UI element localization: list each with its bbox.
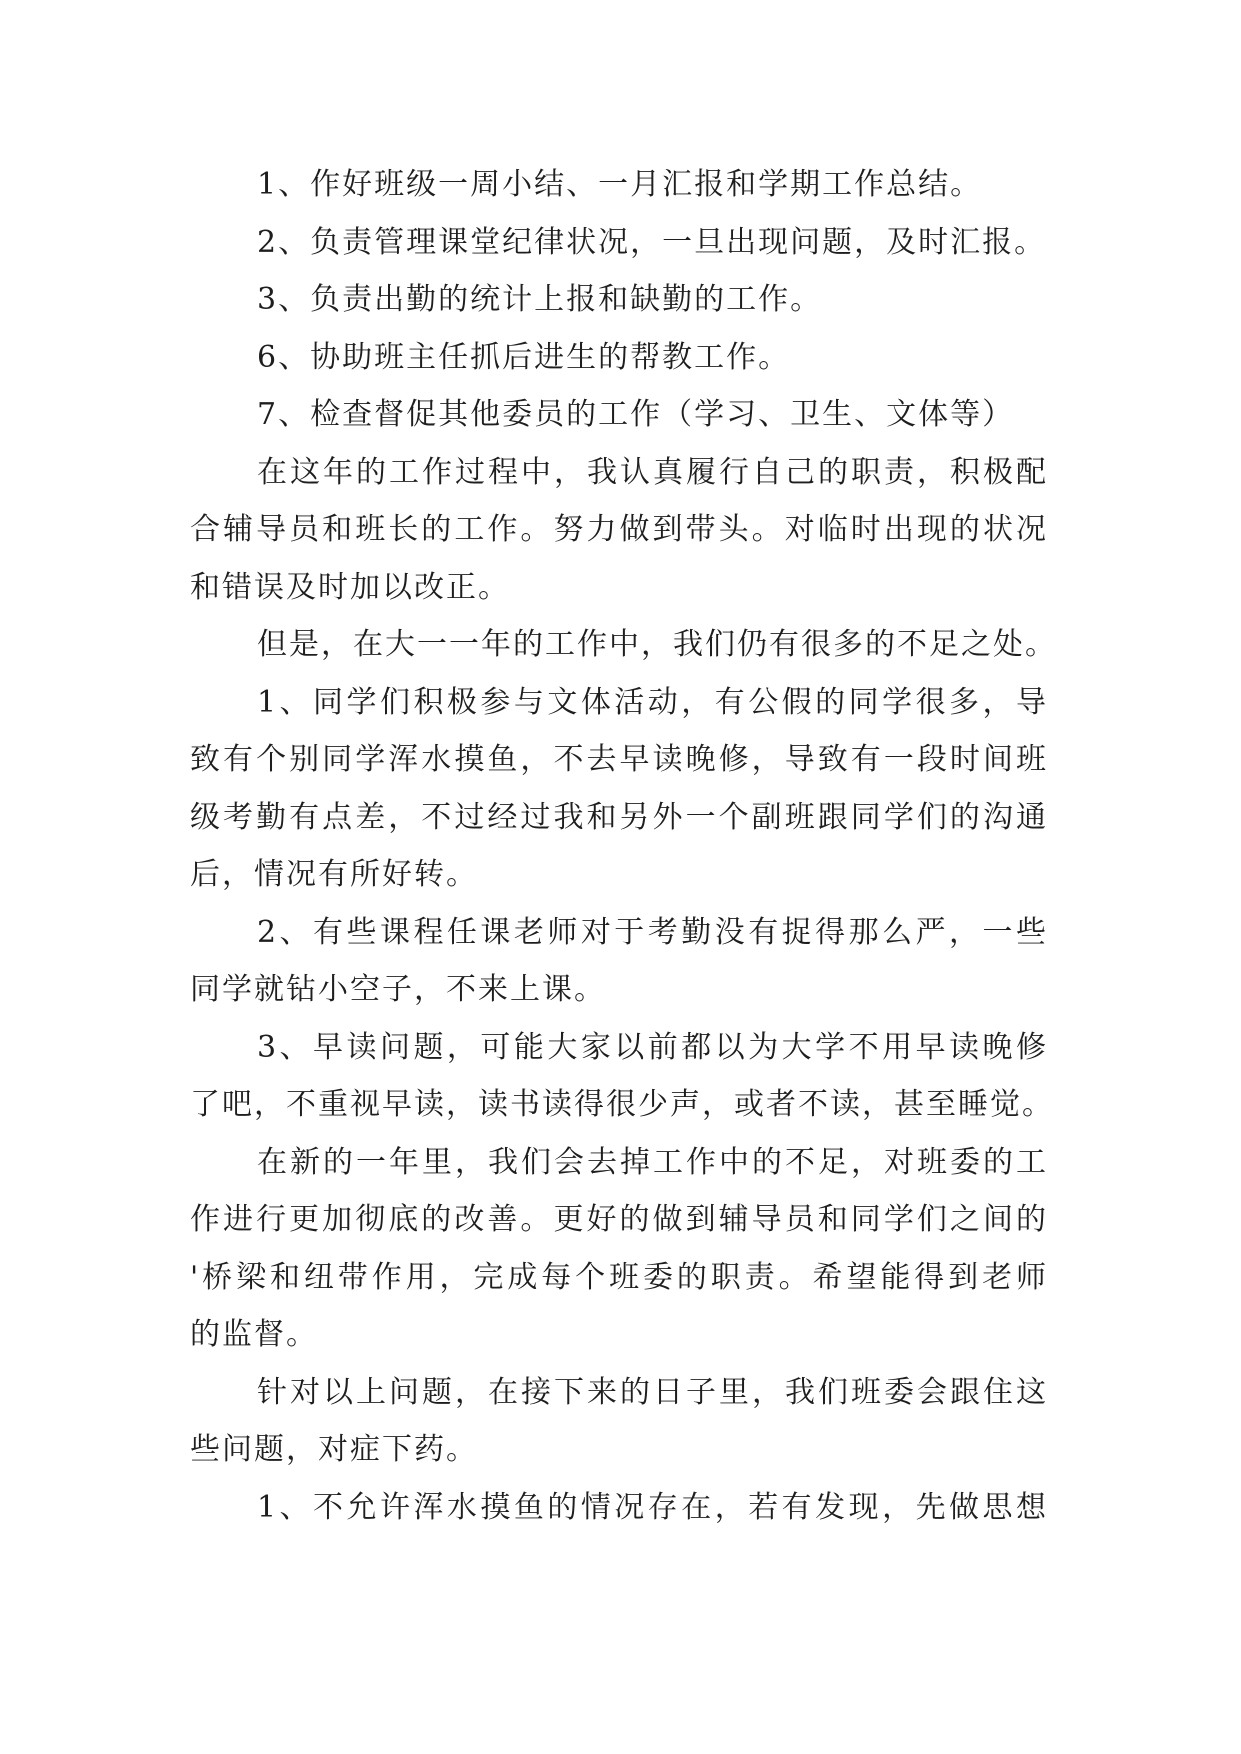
text-line: 致有个别同学浑水摸鱼，不去早读晚修，导致有一段时间班	[190, 742, 1048, 777]
paragraph	[190, 329, 1048, 387]
paragraph	[190, 156, 1048, 214]
paragraph	[190, 271, 1048, 329]
text-line: 3、早读问题，可能大家以前都以为大学不用早读晚修	[257, 1029, 1048, 1065]
text-line: 6、协助班主任抓后进生的帮教工作。	[257, 339, 791, 375]
text-line: 了吧，不重视早读，读书读得很少声，或者不读，甚至睡觉。	[190, 1087, 1054, 1122]
text-line: 7、检查督促其他委员的工作（学习、卫生、文体等）	[257, 397, 1015, 432]
paragraph	[190, 1364, 1048, 1479]
text-line: 同学就钻小空子，不来上课。	[190, 972, 606, 1007]
text-line: 针对以上问题，在接下来的日子里，我们班委会跟住这	[257, 1374, 1048, 1410]
paragraph	[190, 1479, 1048, 1537]
text-line: 合辅导员和班长的工作。努力做到带头。对临时出现的状况	[190, 512, 1048, 547]
document-body	[190, 156, 1057, 1536]
text-line: 3、负责出勤的统计上报和缺勤的工作。	[257, 282, 823, 317]
paragraph	[190, 1019, 1054, 1134]
paragraph	[190, 904, 1048, 1019]
text-line: 的监督。	[190, 1317, 318, 1352]
text-line: 1、不允许浑水摸鱼的情况存在，若有发现，先做思想	[257, 1489, 1048, 1525]
text-line: 在这年的工作过程中，我认真履行自己的职责，积极配	[257, 454, 1048, 490]
text-line: 1、作好班级一周小结、一月汇报和学期工作总结。	[257, 167, 983, 202]
text-line: '桥梁和纽带作用，完成每个班委的职责。希望能得到老师	[190, 1259, 1048, 1295]
text-line: 和错误及时加以改正。	[190, 569, 510, 605]
paragraph	[190, 674, 1048, 904]
text-line: 在新的一年里，我们会去掉工作中的不足，对班委的工	[257, 1144, 1048, 1180]
paragraph	[190, 616, 1057, 674]
text-line: 级考勤有点差，不过经过我和另外一个副班跟同学们的沟通	[190, 799, 1048, 835]
paragraph	[190, 214, 1048, 272]
text-line: 后，情况有所好转。	[190, 857, 478, 892]
text-line: 2、有些课程任课老师对于考勤没有捉得那么严，一些	[257, 914, 1048, 950]
text-line: 1、同学们积极参与文体活动，有公假的同学很多，导	[257, 684, 1048, 720]
paragraph	[190, 444, 1048, 617]
text-line: 些问题，对症下药。	[190, 1432, 478, 1467]
text-line: 但是，在大一一年的工作中，我们仍有很多的不足之处。	[257, 627, 1057, 662]
paragraph	[190, 1134, 1048, 1364]
text-line: 2、负责管理课堂纪律状况，一旦出现问题，及时汇报。	[257, 224, 1047, 260]
text-line: 作进行更加彻底的改善。更好的做到辅导员和同学们之间的	[190, 1202, 1048, 1237]
paragraph	[190, 386, 1048, 444]
